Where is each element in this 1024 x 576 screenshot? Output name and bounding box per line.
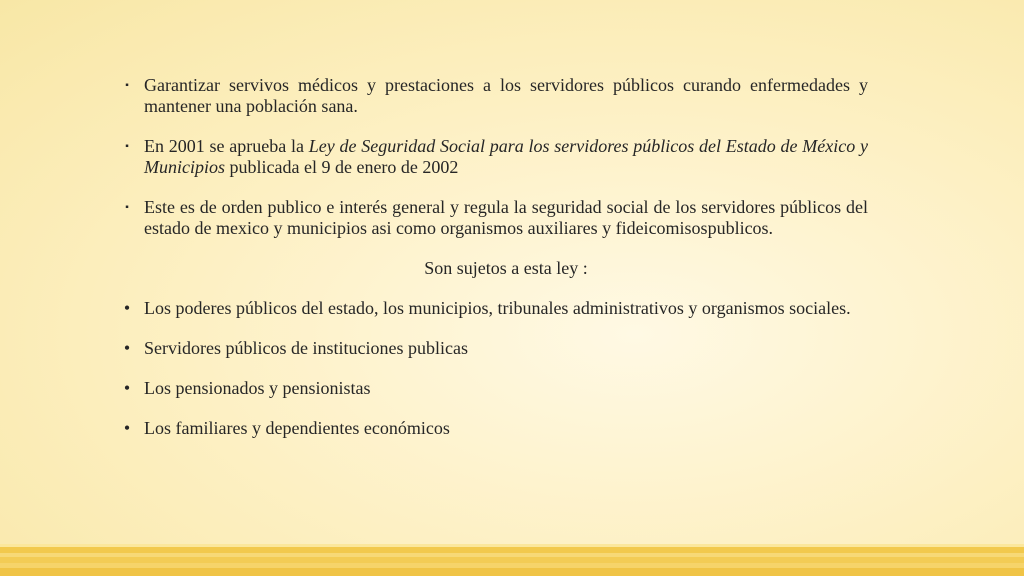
subject-text: Los poderes públicos del estado, los municipios, tribunales administrativos y organismos sociales. [144, 298, 851, 318]
square-bullet-icon [118, 75, 136, 96]
round-bullet-icon [118, 418, 136, 439]
round-bullet-icon [118, 298, 136, 319]
subject-item-3 [118, 378, 868, 399]
footer-decorative-band [0, 544, 1024, 576]
slide-content [118, 75, 868, 458]
subject-text: Los pensionados y pensionistas [144, 378, 371, 398]
law-title: Ley de Seguridad Social para los servidores públicos del Estado de México y Municipios [144, 136, 868, 177]
square-bullet-icon [118, 136, 136, 157]
subject-item-1 [118, 298, 868, 319]
bullet-item-1 [118, 75, 868, 117]
round-bullet-icon [118, 338, 136, 359]
bullet-text: En 2001 se aprueba la Ley de Seguridad Social para los servidores públicos del Estado de México y Municipios publicada el 9 de enero de 2002 [144, 136, 868, 177]
bullet-item-3 [118, 197, 868, 239]
bullet-text: Este es de orden publico e interés general y regula la seguridad social de los servidores públicos del estado de mexico y municipios asi como organismos auxiliares y fideicomisospublicos. [144, 197, 868, 238]
round-bullet-icon [118, 378, 136, 399]
subject-item-2 [118, 338, 868, 359]
square-bullet-icon [118, 197, 136, 218]
bullet-text: Garantizar servivos médicos y prestaciones a los servidores públicos curando enfermedades y mantener una población sana. [144, 75, 868, 116]
subject-text: Servidores públicos de instituciones publicas [144, 338, 468, 358]
subject-text: Los familiares y dependientes económicos [144, 418, 450, 438]
subject-item-4 [118, 418, 868, 439]
bullet-item-2 [118, 136, 868, 178]
subheading: Son sujetos a esta ley : [424, 258, 588, 278]
